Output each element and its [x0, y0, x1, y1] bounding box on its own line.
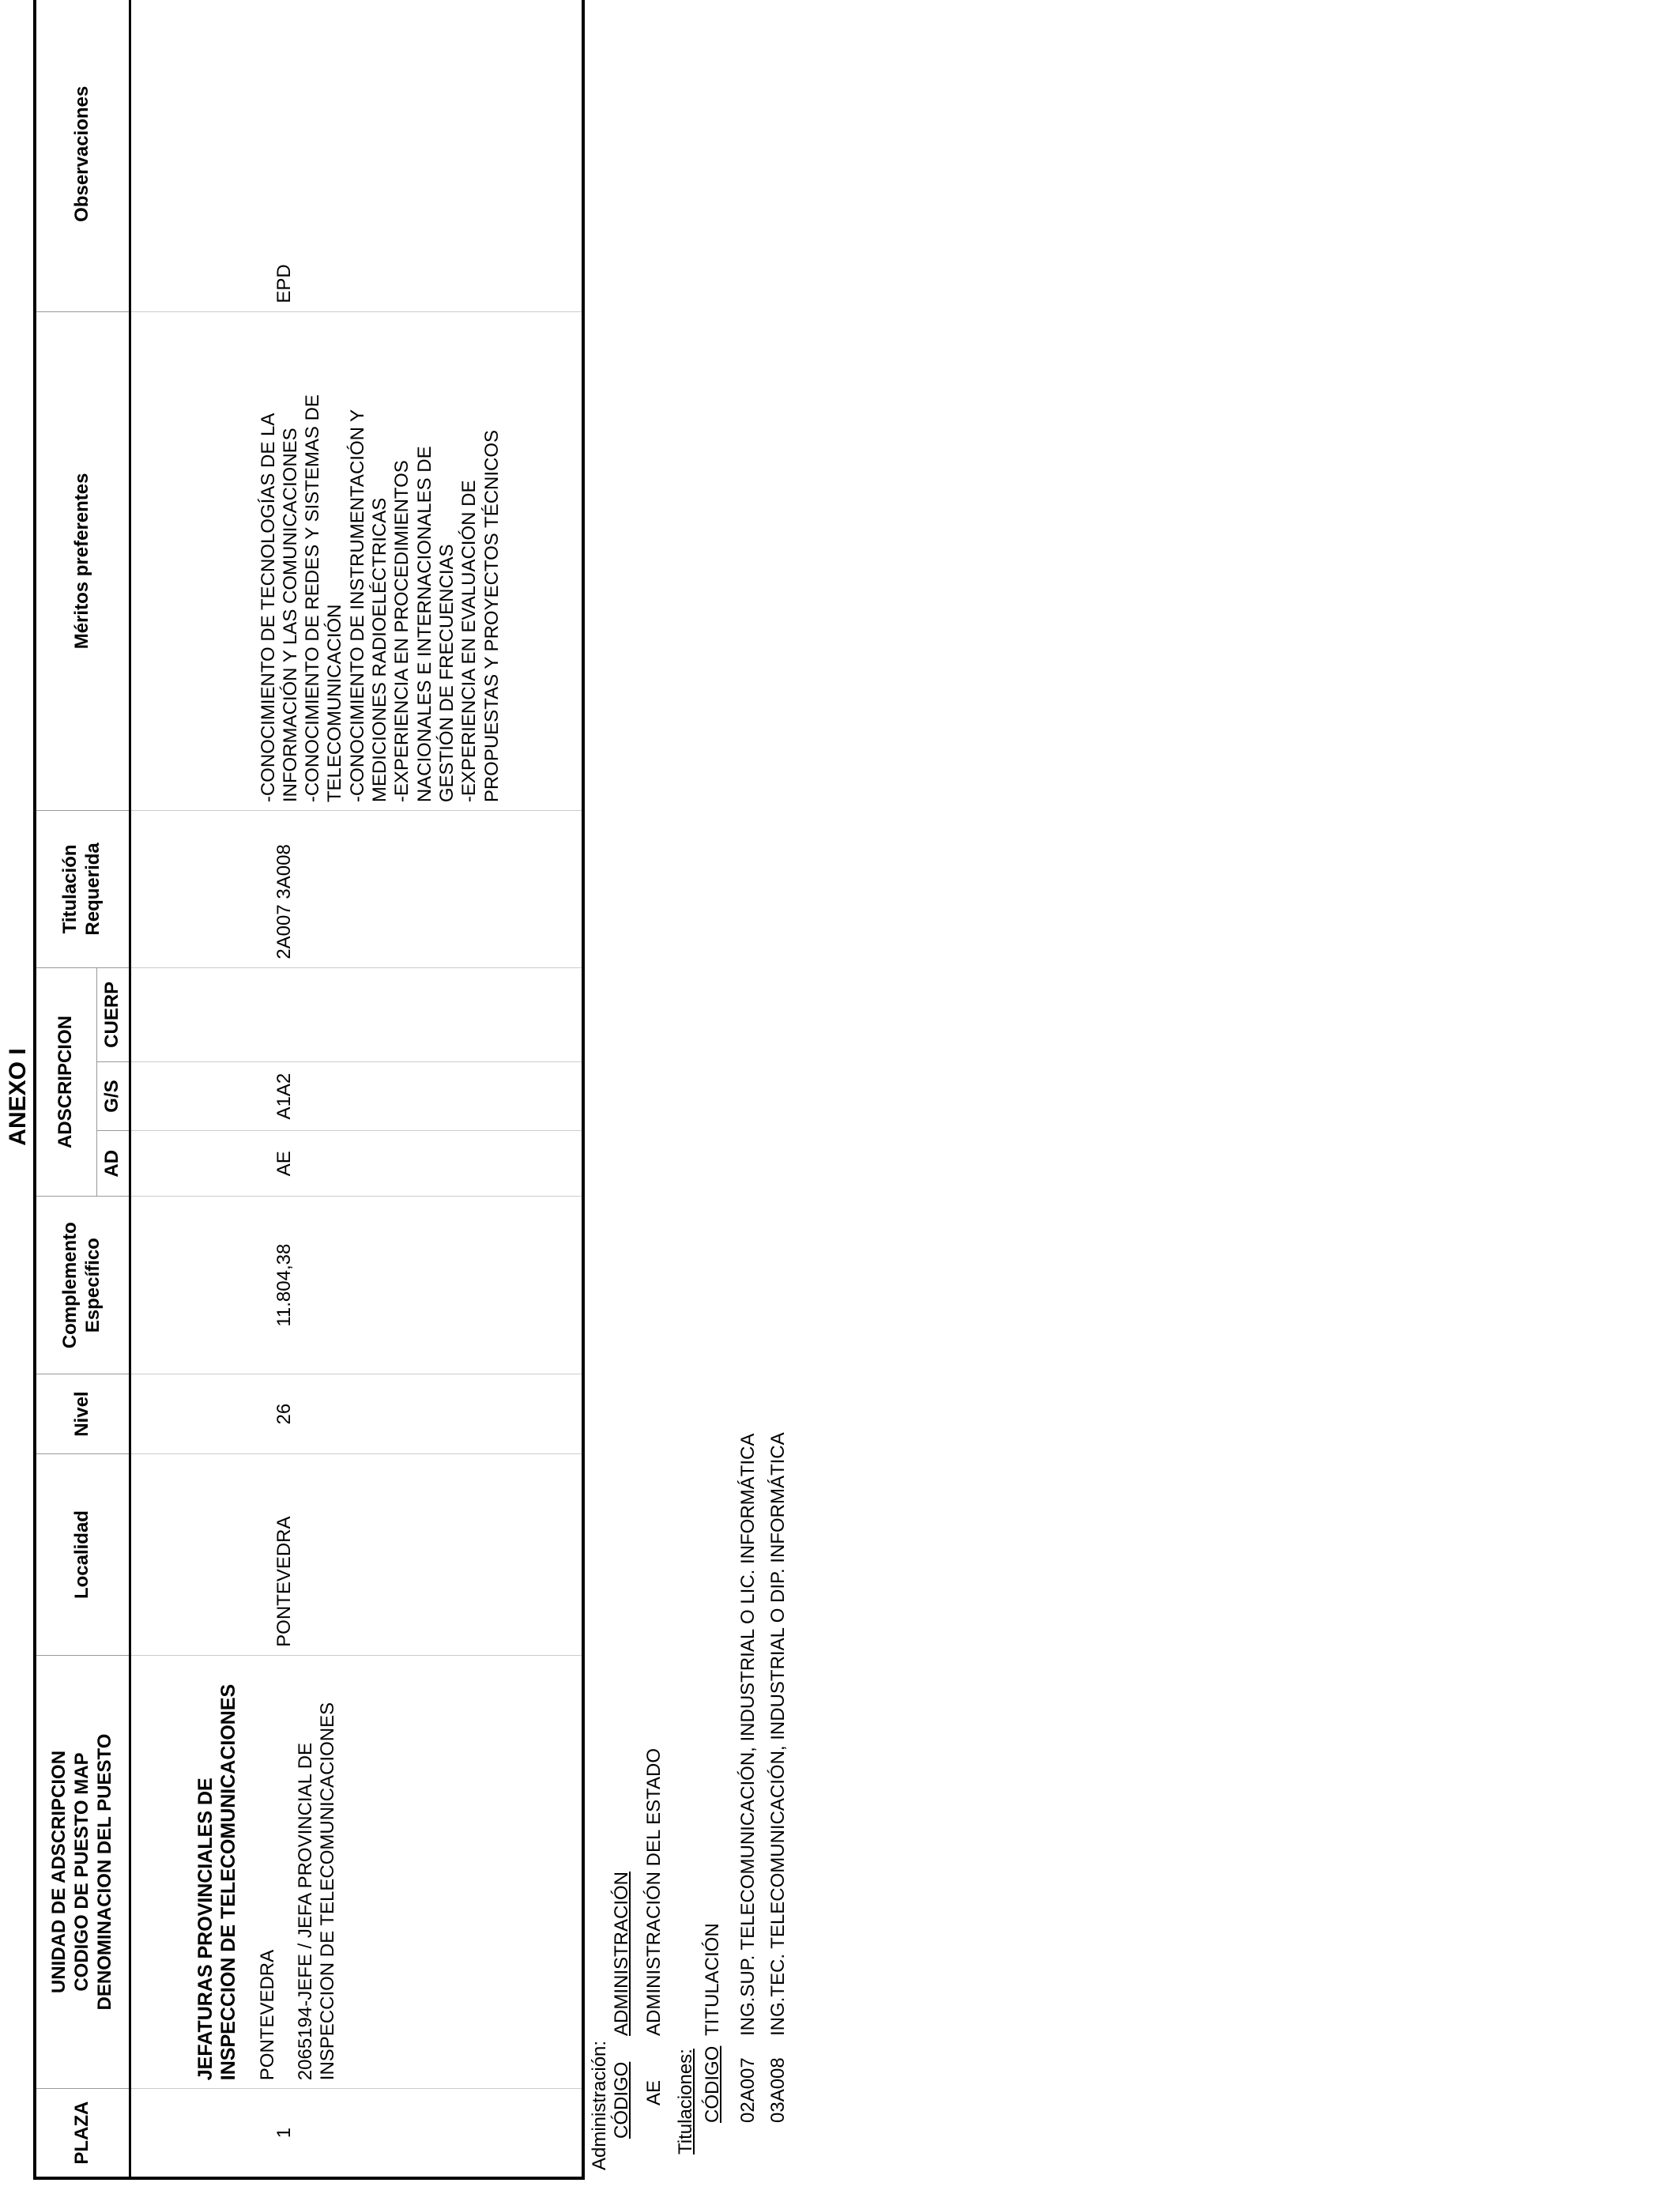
post-line1: 2065194-JEFE / JEFA PROVINCIAL DE [294, 1742, 316, 2081]
header-cuerp: CUERP [96, 967, 130, 1061]
header-complemento-line2: Específico [82, 1238, 104, 1333]
adm-code-header: CÓDIGO [611, 2061, 633, 2139]
merit-line: GESTIÓN DE FRECUENCIAS [436, 544, 458, 803]
merit-line: MEDICIONES RADIOELÉCTRICAS [369, 497, 391, 803]
codes-legend [589, 1222, 789, 2170]
header-ad: AD [96, 1131, 130, 1197]
positions-table [33, 0, 585, 2180]
cell-plaza: 1 [130, 2089, 583, 2178]
tit-name-header: TITULACIÓN [702, 1923, 724, 2036]
cell-observaciones: EPD [130, 0, 583, 311]
merit-line: -CONOCIMIENTO DE INSTRUMENTACIÓN Y [346, 409, 368, 803]
tit-entry-row [737, 1222, 759, 2170]
merit-line: -EXPERIENCIA EN PROCEDIMIENTOS [391, 460, 413, 803]
cell-titulacion: 2A007 3A008 [130, 811, 583, 968]
header-observaciones: Observaciones [35, 0, 130, 311]
header-adscripcion: ADSCRIPCION [35, 967, 96, 1197]
annex-title: ANEXO I [5, 1048, 31, 1146]
header-plaza: PLAZA [35, 2089, 130, 2178]
cell-unidad [130, 1655, 583, 2088]
tit-code: 02A007 [736, 2057, 759, 2123]
adm-name-header: ADMINISTRACIÓN [611, 1871, 633, 2036]
tit-name: ING.TEC. TELECOMUNICACIÓN, INDUSTRIAL O DIP. INFORMÁTICA [767, 1432, 789, 2036]
merit-line: NACIONALES E INTERNACIONALES DE [413, 446, 435, 803]
cell-cuerp [130, 967, 583, 1061]
post-line2: INSPECCION DE TELECOMUNICACIONES [317, 1702, 339, 2081]
header-complemento [35, 1197, 130, 1374]
tit-code: 03A008 [767, 2057, 789, 2123]
cell-ad: AE [130, 1131, 583, 1197]
header-meritos: Méritos preferentes [35, 311, 130, 811]
header-titulacion [35, 811, 130, 968]
cell-meritos [130, 311, 583, 811]
administracion-label: Administración: [589, 2040, 610, 2170]
unit-title-line1: JEFATURAS PROVINCIALES DE [194, 1777, 217, 2081]
merit-line: -EXPERIENCIA EN EVALUACIÓN DE [458, 480, 480, 803]
header-nivel: Nivel [35, 1374, 130, 1453]
cell-localidad: PONTEVEDRA [130, 1454, 583, 1656]
tit-entry-row [767, 1222, 789, 2170]
unit-province: PONTEVEDRA [256, 1949, 278, 2081]
adm-entry-row [643, 1222, 665, 2170]
titulaciones-label: Titulaciones: [674, 2049, 696, 2154]
header-unidad-line3: DENOMINACION DEL PUESTO [93, 1733, 115, 2011]
cell-complemento: 11.804,38 [130, 1197, 583, 1374]
header-titulacion-line1: Titulación [59, 844, 81, 934]
cell-nivel: 26 [130, 1374, 583, 1453]
unit-title-line2: INSPECCION DE TELECOMUNICACIONES [217, 1683, 239, 2081]
tit-name: ING.SUP. TELECOMUNICACIÓN, INDUSTRIAL O LIC. INFORMÁTICA [736, 1433, 759, 2036]
merit-line: PROPUESTAS Y PROYECTOS TÉCNICOS [480, 429, 503, 803]
merit-line: INFORMACIÓN Y LAS COMUNICACIONES [279, 428, 301, 803]
header-row-1 [35, 0, 96, 2178]
merit-line: TELECOMUNICACIÓN [324, 604, 346, 803]
header-localidad: Localidad [35, 1454, 130, 1656]
tit-header-row [702, 1222, 724, 2170]
header-complemento-line1: Complemento [59, 1222, 81, 1349]
tit-code-header: CÓDIGO [702, 2045, 724, 2123]
header-gs: G/S [96, 1061, 130, 1130]
cell-gs: A1A2 [130, 1061, 583, 1130]
merit-line: -CONOCIMIENTO DE TECNOLOGÍAS DE LA [257, 413, 279, 803]
header-unidad-line1: UNIDAD DE ADSCRIPCION [48, 1750, 70, 1994]
header-titulacion-line2: Requerida [82, 843, 104, 936]
adm-header-row [611, 1222, 633, 2170]
merit-line: -CONOCIMIENTO DE REDES Y SISTEMAS DE [302, 394, 324, 803]
adm-code: AE [642, 2079, 665, 2105]
header-unidad [35, 1655, 130, 2088]
header-unidad-line2: CODIGO DE PUESTO MAP [70, 1752, 92, 1992]
table-row [130, 0, 583, 2178]
adm-name: ADMINISTRACIÓN DEL ESTADO [642, 1747, 665, 2036]
